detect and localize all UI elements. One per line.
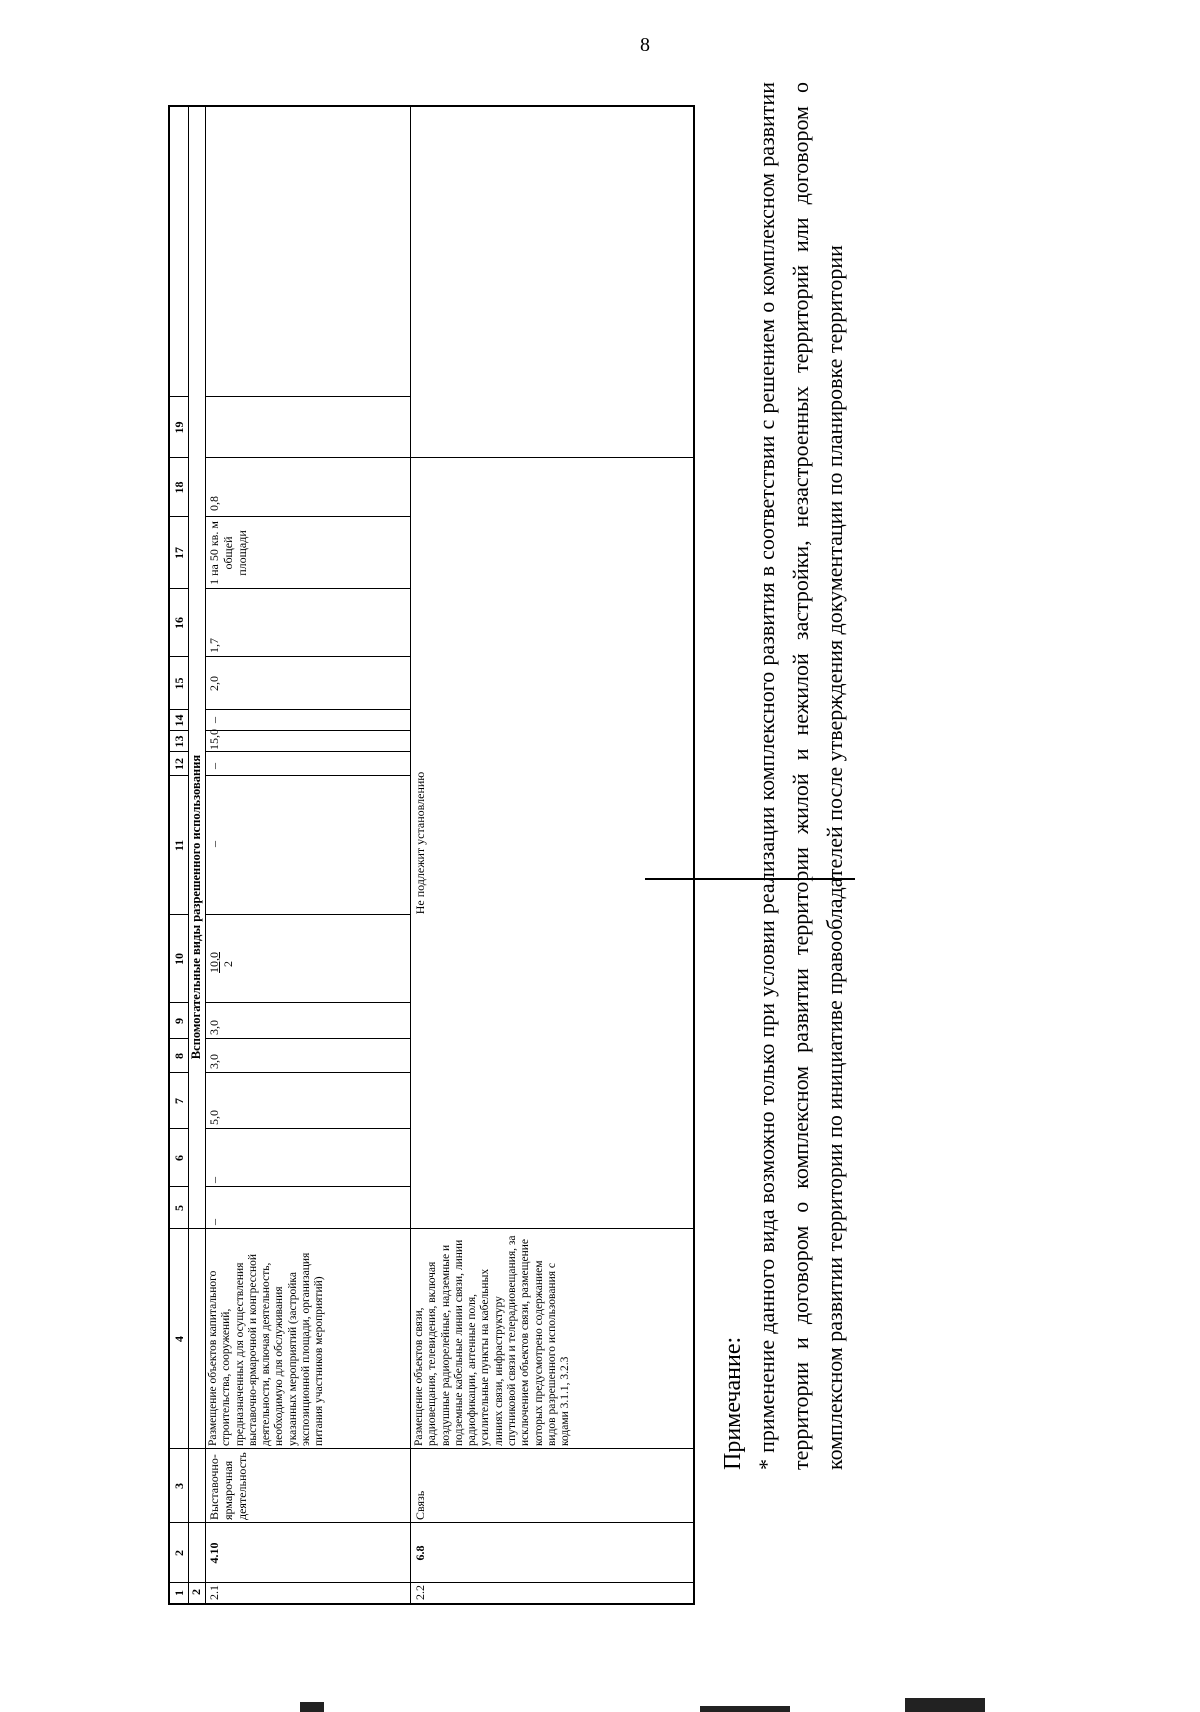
cell-col5: – (207, 1219, 221, 1225)
col-line (205, 1186, 410, 1187)
cell-col13: 15,0 (207, 729, 221, 750)
header-col-18: 18 (172, 481, 186, 494)
header-col-12: 12 (172, 758, 186, 770)
note-text: * применение данного вида возможно только при условии реализации комплексного развития в соответствии с решением о комплексном развитии территории и договором о комплексном развитии территории жилой и нежилой застройки, незастроенных территорий или договором о комплексном развитии территории по инициативе правообладателей после утверждения документации по планировке территории (754, 82, 847, 1470)
header-col-10: 10 (172, 953, 186, 965)
scan-artifact (700, 1706, 790, 1712)
header-col-19: 19 (172, 421, 186, 434)
header-col-5: 5 (172, 1205, 186, 1211)
col-line (205, 396, 410, 397)
col-line (205, 516, 410, 517)
col-line (410, 457, 695, 458)
row-code: 6.8 (413, 1545, 427, 1561)
row-description: Размещение объектов связи, радиовещания, телевидения, включая воздушные радиорелейные, надземные и подземные кабельные линии связи, линии радиофикации, антенные поля, усилительные пункты на кабельных линиях связи, инфраструктуру спутниковой связи и телерадиовещания, за исключением объектов связи, размещение которых предусмотрено содержанием видов разрешенного использования с кодами 3.1.1, 3.2.3 (413, 1235, 572, 1446)
col-line (205, 751, 410, 752)
separator-rule (645, 878, 855, 880)
cell-col10-denominator: 2 (221, 961, 235, 967)
cell-col14: – (207, 717, 221, 723)
col-line (205, 1038, 410, 1039)
row-number: 2.1 (207, 1585, 221, 1600)
col-line (170, 1228, 693, 1229)
section-number: 2 (189, 1589, 203, 1595)
row-name: Связь (413, 1490, 427, 1520)
row-code: 4.10 (207, 1542, 221, 1564)
section-divider (205, 107, 206, 1603)
section-title: Вспомогательные виды разрешенного использования (189, 754, 203, 1060)
col-line (205, 730, 410, 731)
row-divider (410, 107, 411, 1603)
header-col-16: 16 (172, 617, 186, 629)
row-number: 2.2 (413, 1585, 427, 1600)
cell-col17: 1 на 50 кв. м общей площади (207, 521, 249, 585)
rotated-content (60, 82, 1160, 1605)
page-number: 8 (640, 34, 650, 56)
cell-col6: – (207, 1177, 221, 1183)
row-description: Размещение объектов капитального строительства, сооружений, предназначенных для осуществления выставочно-ярмарочной и конгрессной деятельности, включая деятельность, необходимую для обслуживания указанных мероприятий (застройка экспозиционной площади, организация питания участников мероприятий) (207, 1252, 326, 1446)
cell-col15: 2,0 (207, 676, 221, 691)
header-col-2: 2 (172, 1550, 186, 1556)
note-title: Примечание: (720, 1336, 746, 1470)
col-line (205, 588, 410, 589)
header-col-9: 9 (172, 1018, 186, 1024)
cell-col16: 1,7 (207, 638, 221, 653)
header-col-11: 11 (172, 839, 186, 852)
header-col-15: 15 (172, 677, 186, 690)
header-col-17: 17 (172, 547, 186, 559)
header-col-3: 3 (172, 1483, 186, 1489)
col-line (205, 1128, 410, 1129)
header-col-13: 13 (172, 735, 186, 748)
col-line (170, 1448, 693, 1449)
merged-value-cell: Не подлежит установлению (413, 771, 427, 915)
col-line (205, 457, 410, 458)
header-col-14: 14 (172, 714, 186, 727)
col-line (205, 1002, 410, 1003)
col-line (205, 914, 410, 915)
cell-col18: 0,8 (207, 496, 221, 511)
cell-col7: 5,0 (207, 1110, 221, 1125)
scan-artifact (300, 1702, 324, 1712)
col-line (170, 1582, 693, 1583)
cell-col10-numerator: 10,0 (207, 952, 221, 973)
col-line (205, 1072, 410, 1073)
col-line (205, 656, 410, 657)
header-col-1: 1 (172, 1590, 186, 1596)
header-col-8: 8 (172, 1053, 186, 1059)
header-col-4: 4 (172, 1336, 186, 1342)
header-col-6: 6 (172, 1155, 186, 1161)
row-name: Выставочно-ярмарочная деятельность (207, 1452, 249, 1520)
col-line (205, 775, 410, 776)
zoning-table (168, 105, 695, 1605)
header-col-7: 7 (172, 1098, 186, 1104)
cell-col9: 3,0 (207, 1020, 221, 1035)
col-line (205, 709, 410, 710)
cell-col12: – (207, 763, 221, 769)
col-line (170, 1522, 693, 1523)
cell-col11: – (207, 841, 221, 847)
cell-col8: 3,0 (207, 1054, 221, 1069)
scan-artifact (905, 1698, 985, 1712)
